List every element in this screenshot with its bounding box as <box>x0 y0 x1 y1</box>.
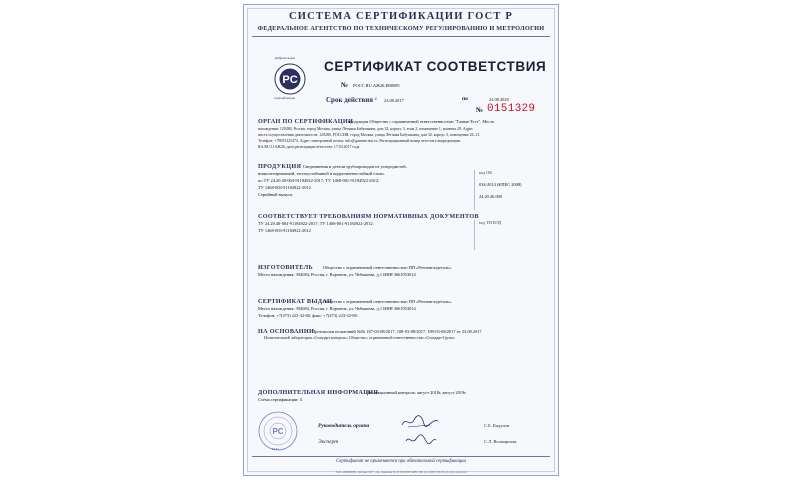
head-signature-icon <box>400 413 440 431</box>
validity-from-value: 23.08.2017 <box>384 98 404 103</box>
svg-text:PC: PC <box>272 427 284 436</box>
system-title: СИСТЕМА СЕРТИФИКАЦИИ ГОСТ Р <box>288 11 513 22</box>
organ-label: ОРГАН ПО СЕРТИФИКАЦИИ <box>258 118 354 125</box>
tnved-code-box <box>474 220 532 250</box>
validity-from-label: с <box>375 97 378 102</box>
certificate-document <box>243 4 559 476</box>
product-line: Сведнинения и детали трубопроводов из углеродистой, <box>303 164 407 169</box>
organ-line: продукции Общество с ограниченной ответственностью "Гамма-Тест". Место <box>348 119 495 124</box>
header-divider <box>252 36 550 37</box>
okp-value: 24.20.40.000 <box>479 194 503 199</box>
requirements-line: ТУ 1468-003-91184922-2012 <box>258 228 311 233</box>
reg-number-value: РОСС RU.АЖ26.Н00085 <box>353 83 400 88</box>
additional-text: Инспекционный контроль: август 2018г, август 2019г. <box>366 390 467 395</box>
rosstandart-logo-icon <box>274 63 306 95</box>
svg-text:PC: PC <box>282 74 298 86</box>
manufacturer-line: Место нахождения: 394084, Россия, г. Воронеж, ул. Чебышева, д.1 ИНН 3661053014 <box>258 272 416 277</box>
footer-divider <box>252 456 550 457</box>
agency-title: ФЕДЕРАЛЬНОЕ АГЕНТСТВО ПО ТЕХНИЧЕСКОМУ РЕГУЛИРОВАНИЮ И МЕТРОЛОГИИ <box>257 25 545 32</box>
additional-label: ДОПОЛНИТЕЛЬНАЯ ИНФОРМАЦИЯ <box>258 389 379 396</box>
expert-signature-icon <box>404 431 438 447</box>
blank-serial-number: 0151329 <box>487 103 536 115</box>
footer-note: Сертификат не применяется при обязательной сертификации <box>336 459 466 464</box>
okp-value: 034-2014 (КПЕС 2008) <box>479 182 522 187</box>
issued-line: Место нахождения: 394084, Россия, г. Воронеж, ул. Чебышева, д.1 ИНН 3661053014 <box>258 306 416 311</box>
head-name: С.Б. Кадугин <box>484 423 510 428</box>
expert-signature-label: Эксперт <box>318 439 339 445</box>
certificate-title: СЕРТИФИКАТ СООТВЕТСТВИЯ <box>324 59 547 74</box>
blank-number-label: № <box>476 106 484 114</box>
product-line: ТУ 1468-003-91184922-2012 <box>258 185 311 190</box>
issued-line: Общество с ограниченной ответственностью ПП «Регионгаздеталь». <box>323 299 453 304</box>
product-line: низколегированной, теплоустойчивой и коррозионностойкой стали. <box>258 171 385 176</box>
basis-label: НА ОСНОВАНИИ <box>258 328 315 335</box>
organ-line: Телефон: +79055225474. Адрес электронной почты: info@gamma-test.ru. Регистрационный номер аттестата аккредитации <box>258 139 461 143</box>
reg-number-label: № <box>341 81 349 89</box>
issued-line: Телефон: +7(473) 223-32-80, факс: +7(473) 223-32-80. <box>258 313 358 318</box>
manufacturer-label: ИЗГОТОВИТЕЛЬ <box>258 264 313 271</box>
logo-top-text: Добровольная <box>275 56 295 60</box>
stamp-text: М.П. <box>272 447 280 451</box>
head-signature-label: Руководитель органа <box>318 423 370 429</box>
organ-line: места осуществления деятельности: 129280, РОССИЯ, город Москва, улица Лётчика Бабушкина, дом 32, корпус 3, помещение 26, 21. <box>258 133 481 137</box>
requirements-line: ТУ 24.20.40-004-91184922-2017; ТУ 1468-001-91184922-2012; <box>258 221 374 226</box>
manufacturer-line: Общество с ограниченной ответственностью ПП «Регионгаздеталь». <box>323 265 453 270</box>
issued-label: СЕРТИФИКАТ ВЫДАН <box>258 298 333 305</box>
organ-line: RA.RU.11АЖ26, дата регистрации аттестата: 17.03.2017 года <box>258 145 360 149</box>
logo-bottom-text: сертификация <box>274 96 296 100</box>
product-label: ПРОДУКЦИЯ <box>258 163 302 170</box>
validity-to-label: по <box>462 96 468 102</box>
organ-line: нахождения: 129280, Россия, город Москва, улица Лётчика Бабушкина, дом 32, корпус 3, этаж 2, помещение 1, комната 29. Адрес <box>258 127 474 131</box>
seal-stamp-icon <box>258 411 298 451</box>
okp-label: код ОК <box>479 170 493 175</box>
product-line: по ТУ 24.20.40-004-91184922-2017; ТУ 1468-001-91184922-2012; <box>258 178 380 183</box>
okp-code-box <box>474 170 532 210</box>
certification-scheme: Схема сертификации: 3. <box>258 397 303 402</box>
tnved-label: код ТН ВЭД <box>479 220 502 225</box>
expert-name: С.Л. Волжарская <box>484 439 517 444</box>
print-info: ЗАО «ОПЦИОН», Москва, 2017, «Б», лицензия № 05-05-09/003 ФНС РФ, тел. (495) 726-47-42, www.opcion.ru <box>335 471 467 474</box>
basis-line: Протоколов испытаний №№ 187-03-08/2017, 188-03-08/2017, 189-03-08/2017 от 23.08.2017 <box>312 329 482 334</box>
validity-to-value: 22.08.2020 <box>489 97 509 102</box>
basis-line: Испытательной лаборатории «Стандарт контроль» Общества с ограниченной ответственностью «Стандарт-Групп» <box>264 336 456 340</box>
validity-label: Срок действия <box>326 96 374 104</box>
product-line: Серийный выпуск. <box>258 192 294 197</box>
requirements-label: СООТВЕТСТВУЕТ ТРЕБОВАНИЯМ НОРМАТИВНЫХ ДОКУМЕНТОВ <box>258 213 479 220</box>
